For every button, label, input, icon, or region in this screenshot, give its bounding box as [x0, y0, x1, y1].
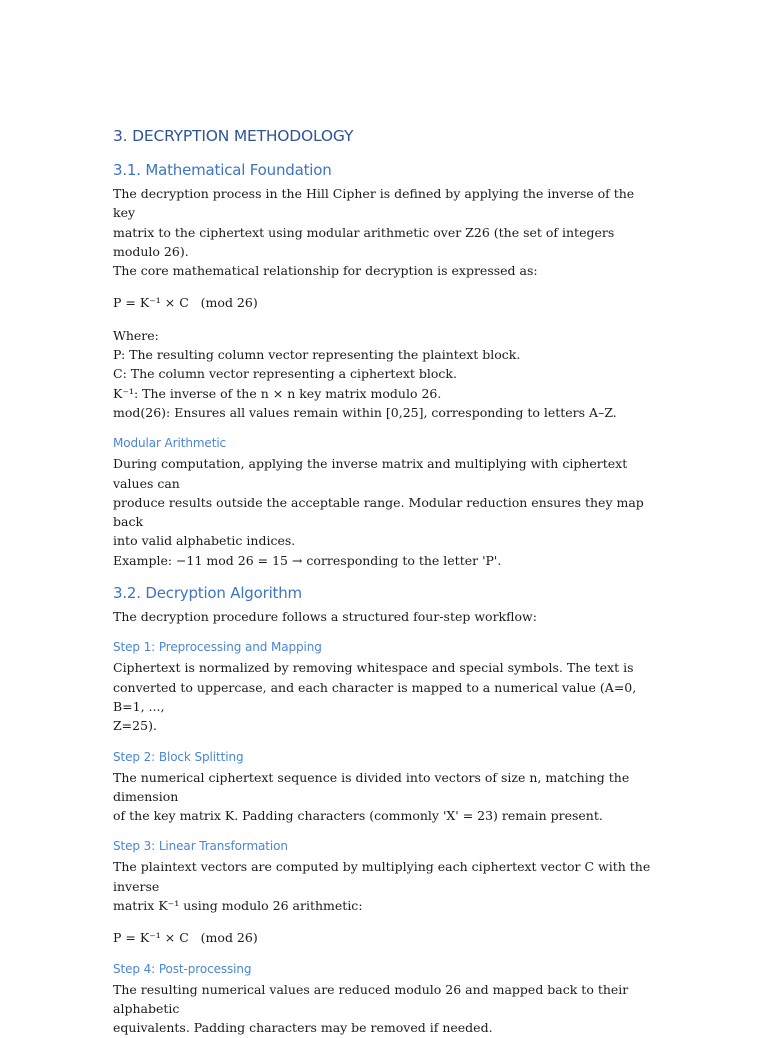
- where-label: Where:: [113, 327, 159, 343]
- modular-example: Example: −11 mod 26 = 15 → corresponding to the letter 'P'.: [113, 552, 502, 568]
- step-4-line-1: The resulting numerical values are reduced modulo 26 and mapped back to their alphabetic: [113, 981, 629, 1016]
- modular-line-2: produce results outside the acceptable range. Modular reduction ensures they map back: [113, 494, 644, 530]
- definition-c: C: The column vector representing a ciphertext block.: [113, 366, 457, 382]
- step-1-line-1: Ciphertext is normalized by removing whitespace and special symbols. The text is: [113, 660, 634, 676]
- step-4-heading: Step 4: Post-processing: [113, 961, 252, 976]
- section-heading: 3. DECRYPTION METHODOLOGY: [113, 127, 354, 145]
- step-4-line-2: equivalents. Padding characters may be removed if needed.: [113, 1020, 493, 1036]
- algorithm-intro: The decryption procedure follows a structured four-step workflow:: [113, 609, 537, 625]
- step-2-line-1: The numerical ciphertext sequence is divided into vectors of size n, matching the dimension: [113, 769, 630, 804]
- step-1-line-3: Z=25).: [113, 718, 157, 734]
- modular-line-1: During computation, applying the inverse matrix and multiplying with ciphertext values can: [113, 456, 628, 491]
- modular-arithmetic-heading: Modular Arithmetic: [113, 436, 227, 451]
- foundation-intro-line-1: The decryption process in the Hill Cipher is defined by applying the inverse of the key: [113, 186, 635, 221]
- step-3-formula: P = K⁻¹ × C (mod 26): [113, 930, 258, 946]
- foundation-heading: 3.1. Mathematical Foundation: [113, 161, 332, 179]
- step-1-line-2: converted to uppercase, and each character is mapped to a numerical value (A=0, B=1, ...,: [113, 679, 637, 714]
- definition-mod: mod(26): Ensures all values remain within [0,25], corresponding to letters A–Z.: [113, 404, 617, 420]
- foundation-intro-line-2: matrix to the ciphertext using modular arithmetic over Z26 (the set of integers modulo 26).: [113, 224, 615, 259]
- document-page: [113, 126, 658, 1038]
- algorithm-heading: 3.2. Decryption Algorithm: [113, 584, 302, 603]
- foundation-intro-line-3: The core mathematical relationship for decryption is expressed as:: [113, 263, 538, 279]
- definition-p: P: The resulting column vector representing the plaintext block.: [113, 347, 521, 363]
- step-3-line-1: The plaintext vectors are computed by multiplying each ciphertext vector C with the inverse: [113, 859, 651, 894]
- definition-k-inverse: K⁻¹: The inverse of the n × n key matrix modulo 26.: [113, 385, 442, 401]
- step-2-heading: Step 2: Block Splitting: [113, 749, 244, 764]
- step-1-heading: Step 1: Preprocessing and Mapping: [113, 640, 322, 655]
- step-3-line-2: matrix K⁻¹ using modulo 26 arithmetic:: [113, 898, 363, 914]
- decryption-formula: P = K⁻¹ × C (mod 26): [113, 295, 258, 311]
- step-3-heading: Step 3: Linear Transformation: [113, 839, 288, 854]
- modular-line-3: into valid alphabetic indices.: [113, 533, 296, 549]
- step-2-line-2: of the key matrix K. Padding characters (commonly 'X' = 23) remain present.: [113, 808, 603, 824]
